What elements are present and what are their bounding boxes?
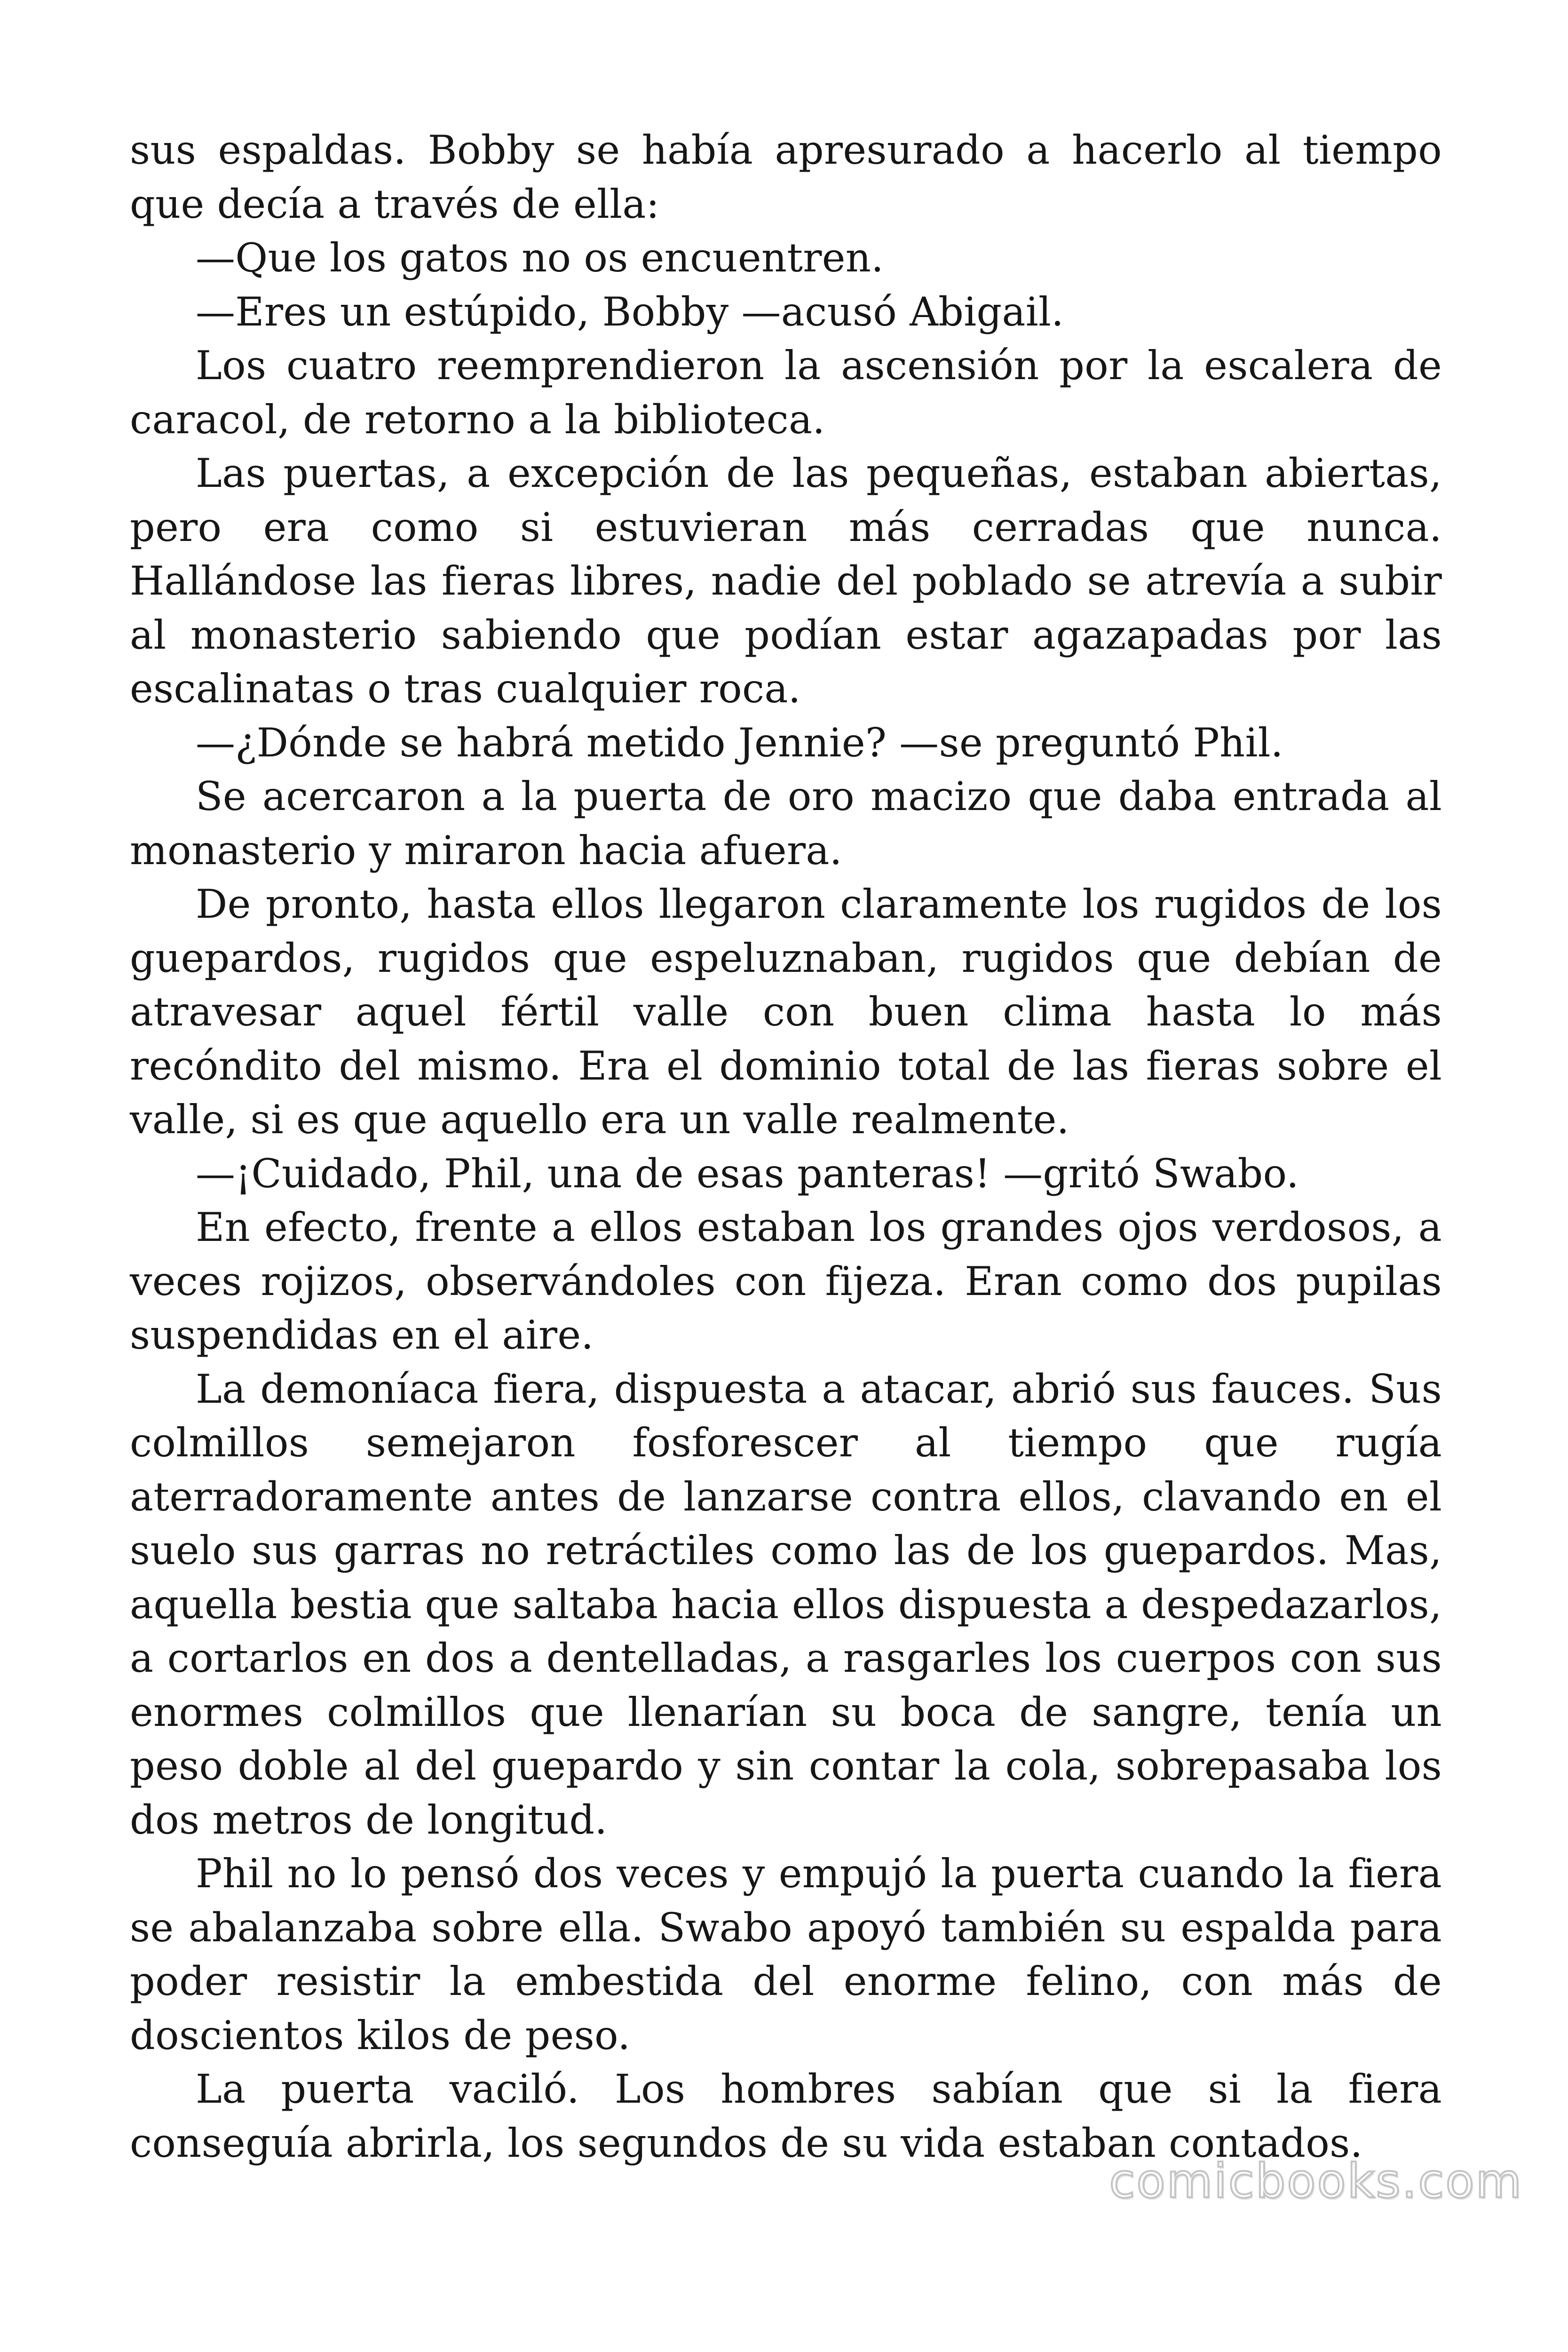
watermark-logo: comicbooks.com xyxy=(1109,2153,1523,2209)
paragraph-8: De pronto, hasta ellos llegaron claramente los rugidos de los guepardos, rugidos que espeluznaban, rugidos que debían de atravesar aquel fértil valle con buen clima hasta lo más recóndito del mismo. Era el dominio total de las fieras sobre el valle, si es que aquello era un valle realmente. xyxy=(130,881,1442,1143)
paragraph-2: —Que los gatos no os encuentren. xyxy=(196,235,884,281)
paragraph-9: —¡Cuidado, Phil, una de esas panteras! —gritó Swabo. xyxy=(196,1150,1299,1197)
body-text xyxy=(130,123,1442,2170)
paragraph-6: —¿Dónde se habrá metido Jennie? —se preguntó Phil. xyxy=(196,719,1283,766)
paragraph-12: Phil no lo pensó dos veces y empujó la puerta cuando la fiera se abalanzaba sobre ella. Swabo apoyó también su espalda para poder resistir la embestida del enorme felino, con más de doscientos kilos de peso. xyxy=(130,1851,1442,2058)
paragraph-4: Los cuatro reemprendieron la ascensión por la escalera de caracol, de retorno a la biblioteca. xyxy=(130,342,1442,443)
paragraph-13: La puerta vaciló. Los hombres sabían que si la fiera conseguía abrirla, los segundos de su vida estaban contados. xyxy=(130,2066,1442,2166)
paragraph-10: En efecto, frente a ellos estaban los grandes ojos verdosos, a veces rojizos, observándoles con fijeza. Eran como dos pupilas suspendidas en el aire. xyxy=(130,1204,1442,1358)
paragraph-7: Se acercaron a la puerta de oro macizo que daba entrada al monasterio y miraron hacia afuera. xyxy=(130,773,1442,874)
paragraph-1: sus espaldas. Bobby se había apresurado a hacerlo al tiempo que decía a través de ella: xyxy=(130,127,1442,227)
paragraph-11: La demoníaca fiera, dispuesta a atacar, abrió sus fauces. Sus colmillos semejaron fosforescer al tiempo que rugía aterradoramente antes de lanzarse contra ellos, clavando en el suelo sus garras no retráctiles como las de los guepardos. Mas, aquella bestia que saltaba hacia ellos dispuesta a despedazarlos, a cortarlos en dos a dentelladas, a rasgarles los cuerpos con sus enormes colmillos que llenarían su boca de sangre, tenía un peso doble al del guepardo y sin contar la cola, sobrepasaba los dos metros de longitud. xyxy=(130,1366,1442,1843)
paragraph-3: —Eres un estúpido, Bobby —acusó Abigail. xyxy=(196,288,1064,335)
paragraph-5: Las puertas, a excepción de las pequeñas, estaban abiertas, pero era como si estuvieran más cerradas que nunca. Hallándose las fieras libres, nadie del poblado se atrevía a subir al monasterio sabiendo que podían estar agazapadas por las escalinatas o tras cualquier roca. xyxy=(130,450,1442,712)
